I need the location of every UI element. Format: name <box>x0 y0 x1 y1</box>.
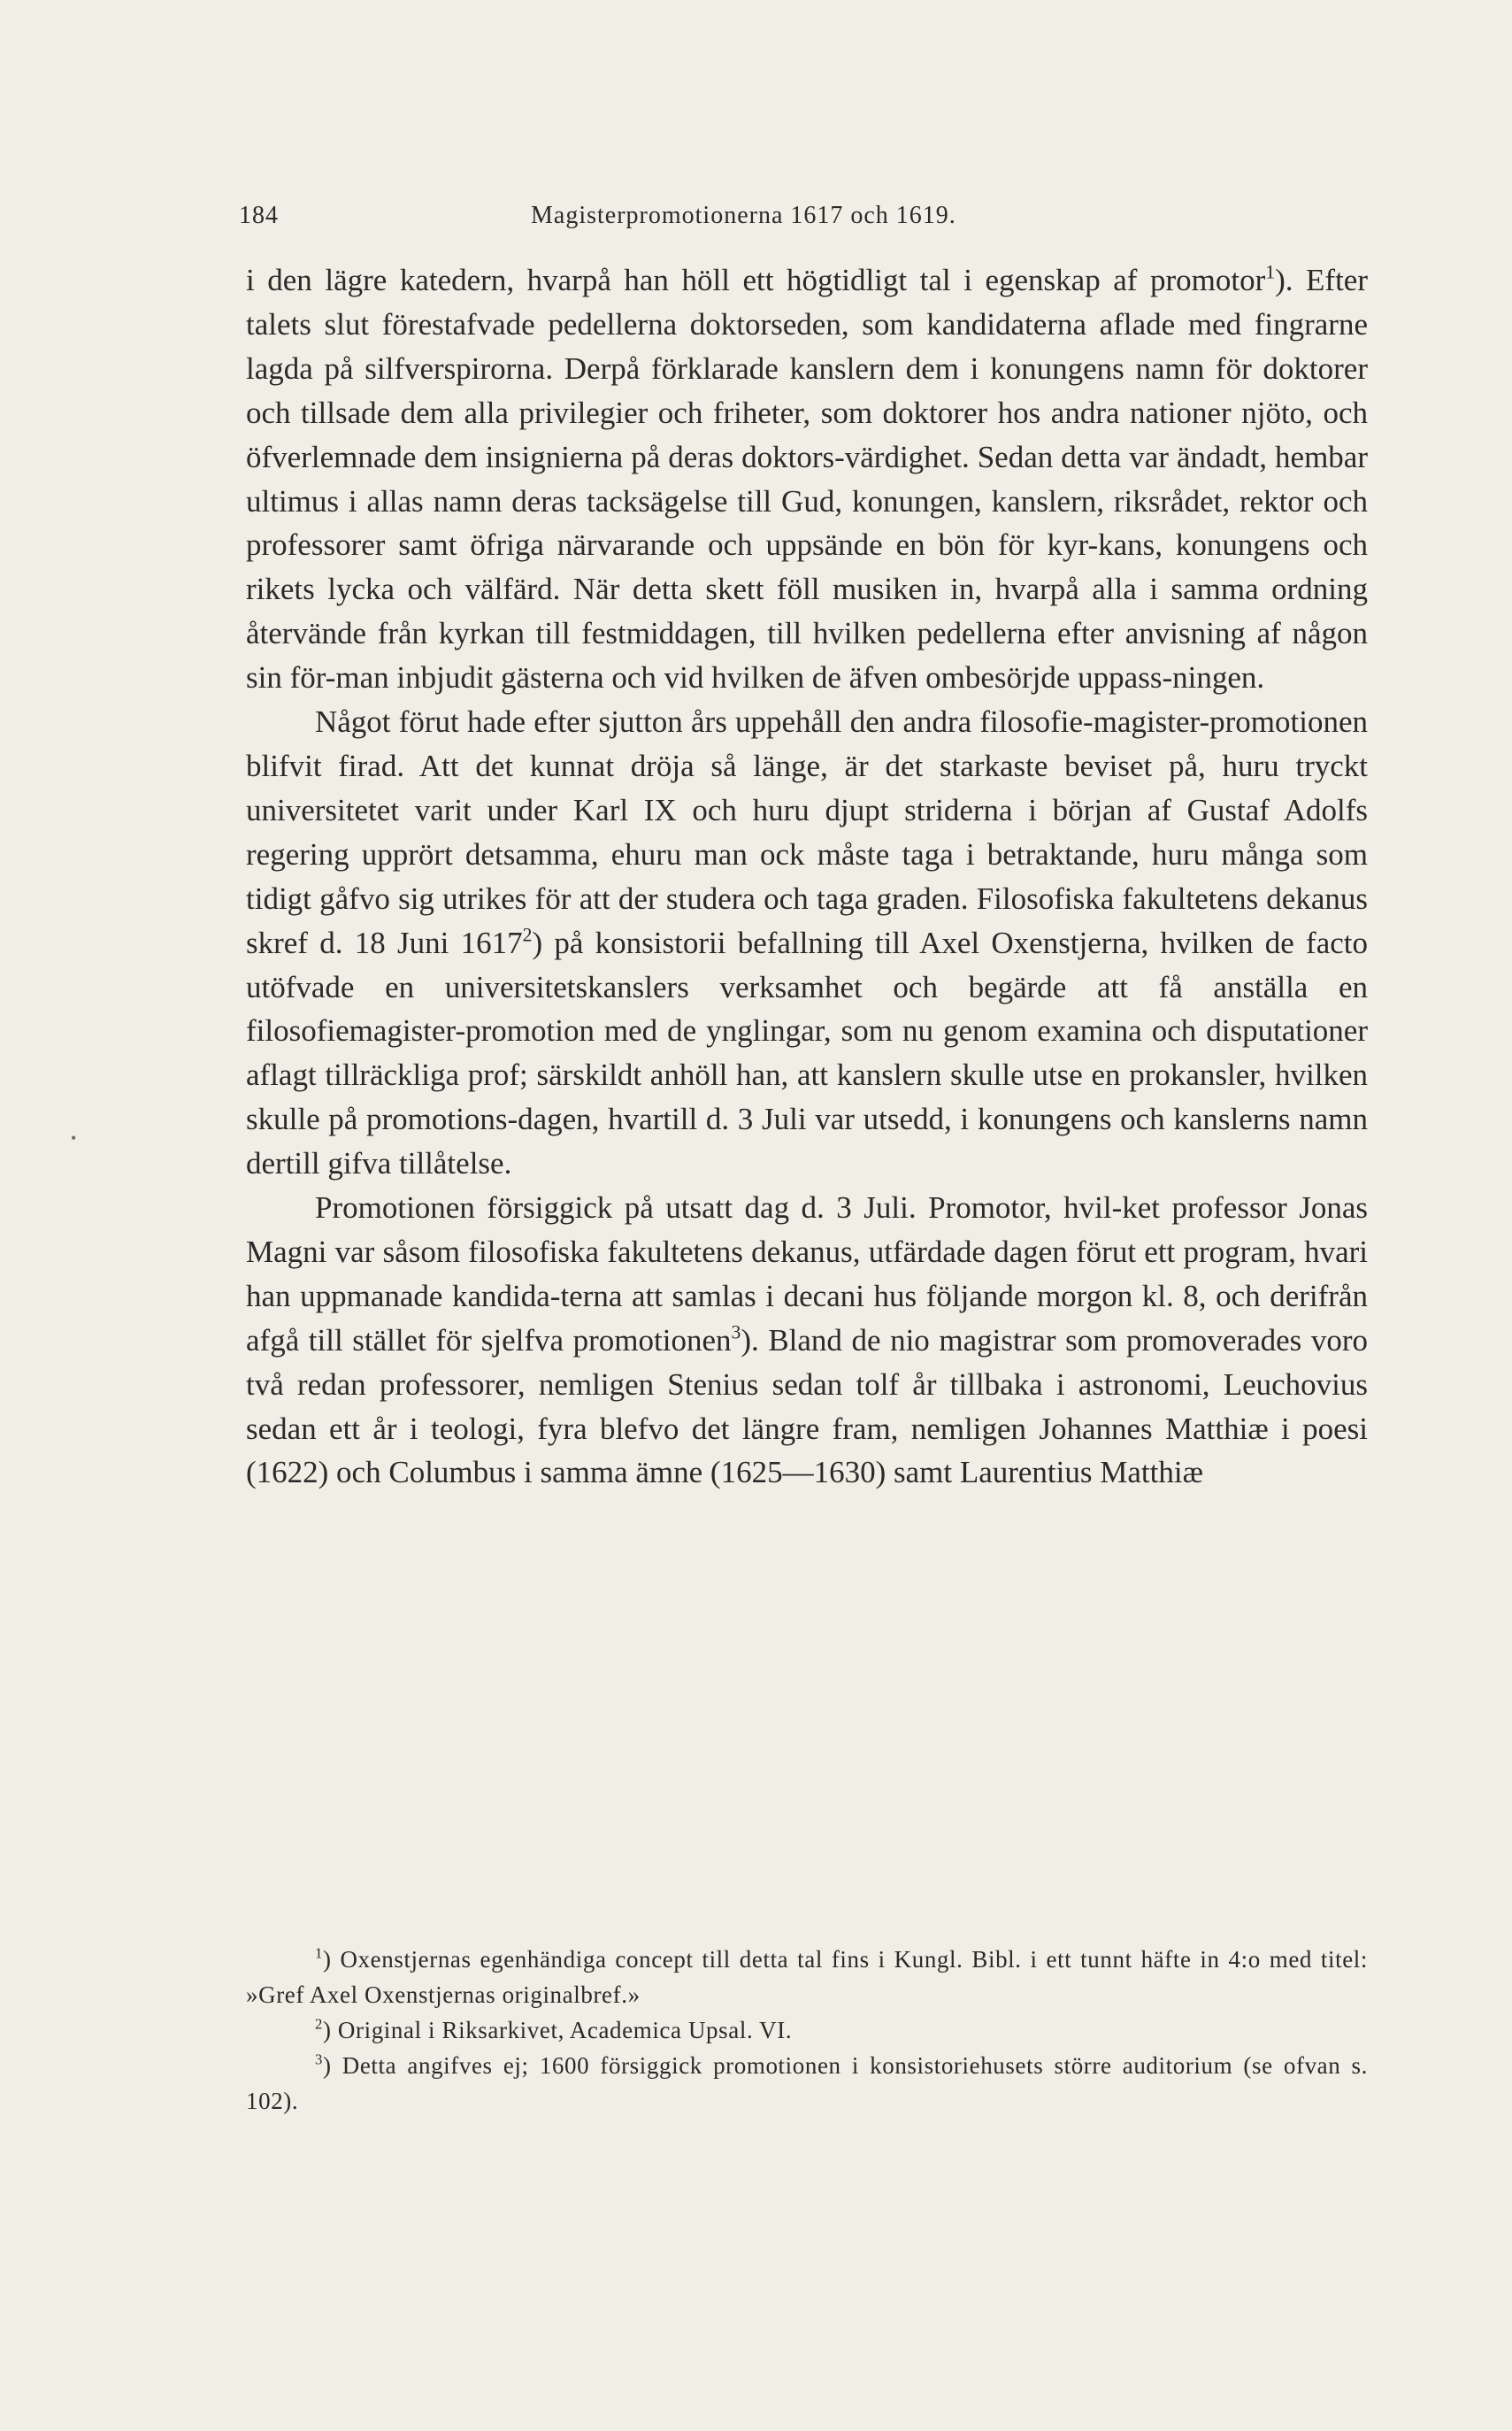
footnote-ref-3: 3 <box>731 1321 741 1343</box>
main-text <box>246 258 1368 1495</box>
paragraph-2: Något förut hade efter sjutton års uppehåll den andra filosofie-magister-promotionen blifvit firad. Att det kunnat dröja så länge, är det starkaste beviset på, huru tryckt universitetet varit under Karl IX och huru djupt striderna i början af Gustaf Adolfs regering upprört detsamma, ehuru man ock måste taga i betraktande, huru många som tidigt gåfvo sig utrikes för att der studera och taga graden. Filosofiska fakultetens dekanus skref d. 18 Juni 1617$^2$) på konsistorii befallning till Axel Oxenstjerna, hvilken de facto utöfvade en universitetskanslers verksamhet och begärde att få anställa en filosofiemagister-promotion med de ynglingar, som nu genom examina och disputationer aflagt tillräckliga prof; särskildt anhöll han, att kanslern skulle utse en prokansler, hvilken skulle på promotions-dagen, hvartill d. 3 Juli var utsedd, i konungens och kanslerns namn dertill gifva tillåtelse. <box>246 704 1369 1181</box>
footnote-3: $^3$) Detta angifves ej; 1600 försiggick promotionen i konsistoriehusets större auditorium (se ofvan s. 102). <box>246 2050 1368 2114</box>
footnotes <box>246 1942 1368 2119</box>
footnote-ref-2: 2 <box>522 924 533 946</box>
margin-mark: • <box>71 1129 77 1147</box>
page-number: 184 <box>239 202 279 229</box>
footnote-2: $^2$) Original i Riksarkivet, Academica Upsal. VI. <box>315 2015 793 2043</box>
paragraph-1: i den lägre katedern, hvarpå han höll ett högtidligt tal i egenskap af promotor$^1$). Efter talets slut förestafvade pedellerna doktorseden, som kandidaterna aflade med fingrarne lagda på silfverspirorna. Derpå förklarade kanslern dem i konungens namn för doktorer och tillsade dem alla privilegier och friheter, som doktorer hos andra nationer njöto, och öfverlemnade dem insignierna på deras doktors-värdighet. Sedan detta var ändadt, hembar ultimus i allas namn deras tacksägelse till Gud, konungen, kanslern, riksrådet, rektor och professorer samt öfriga närvarande och uppsände en bön för kyr-kans, konungens och rikets lycka och välfärd. När detta skett föll musiken in, hvarpå alla i samma ordning återvände från kyrkan till festmiddagen, till hvilken pedellerna efter anvisning af någon sin för-man inbjudit gästerna och vid hvilken de äfven ombesörjde uppass-ningen. <box>246 261 1368 696</box>
paragraph-3: Promotionen försiggick på utsatt dag d. 3 Juli. Promotor, hvil-ket professor Jonas Magni var såsom filosofiska fakultetens dekanus, utfärdade dagen förut ett program, hvari han uppmanade kandida-terna att samlas i decani hus följande morgon kl. 8, och derifrån afgå till stället för sjelfva promotionen$^3$). Bland de nio magistrar som promoverades voro två redan professorer, nemligen Stenius sedan tolf år tillbaka i astronomi, Leuchovius sedan ett år i teologi, fyra blefvo det längre fram, nemligen Johannes Matthiæ i poesi (1622) och Columbus i samma ämne (1625—1630) samt Laurentius Matthiæ <box>246 1190 1368 1490</box>
running-title: Magisterpromotionerna 1617 och 1619. <box>531 202 956 229</box>
footnote-ref-1: 1 <box>1265 261 1276 283</box>
footnote-1: $^1$) Oxenstjernas egenhändiga concept till detta tal fins i Kungl. Bibl. i ett tunnt häfte in 4:o med titel: »Gref Axel Oxenstjernas originalbref.» <box>246 1944 1368 2008</box>
page-header <box>239 202 1371 246</box>
